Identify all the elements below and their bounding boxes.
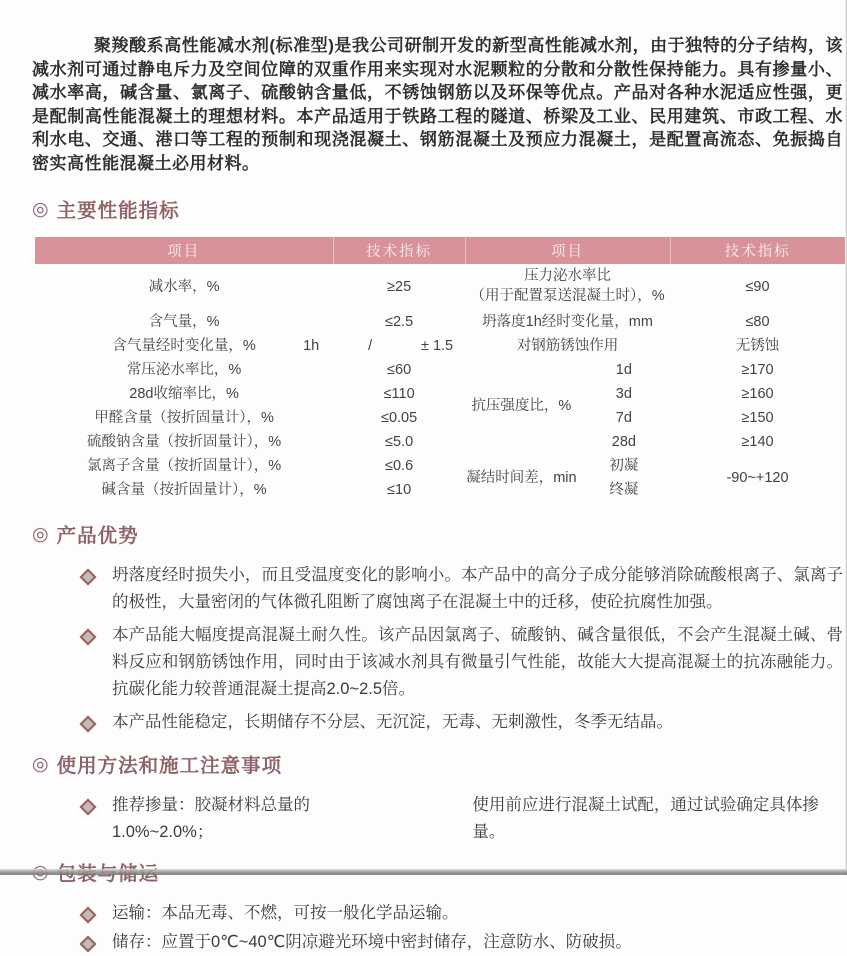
diamond-bullet-icon bbox=[80, 907, 97, 924]
intro-paragraph: 聚羧酸系高性能减水剂(标准型)是我公司研制开发的新型高性能减水剂，由于独特的分子结构，该减水剂可通过静电斥力及空间位障的双重作用来实现对水泥颗粒的分散和分散性保持能力。具有掺量小、减水率高，碱含量、氯离子、硫酸钠含量低，不锈蚀钢筋以及环保等优点。产品对各种水泥适应性强，更是配制高性能混凝土的理想材料。本产品适用于铁路工程的隧道、桥梁及工业、民用建筑、市政工程、水利水电、交通、港口等工程的预制和现浇混凝土、钢筋混凝土及预应力混凝土，是配置高流态、免振捣自密实高性能混凝土必用材料。 bbox=[32, 36, 843, 173]
diamond-bullet-icon bbox=[80, 936, 97, 953]
table-cell-item: 凝结时间差，min bbox=[466, 469, 577, 486]
table-cell-value: ≤90 bbox=[745, 278, 770, 295]
table-cell-value: -90~+120 bbox=[726, 469, 789, 486]
table-row bbox=[35, 358, 845, 382]
table-cell-value: ≤80 bbox=[745, 313, 770, 330]
list-item-text: 坍落度经时损失小，而且受温度变化的影响小。本产品中的高分子成分能够消除硫酸根离子、氯离子的极性，大量密闭的气体微孔阻断了腐蚀离子在混凝土中的迁移，使砼抗腐性加强。 bbox=[112, 566, 843, 611]
table-cell-age: 7d bbox=[615, 409, 632, 426]
table-cell-value bbox=[303, 334, 465, 358]
list-item-text: 运输：本品无毒、不燃，可按一般化学品运输。 bbox=[112, 904, 459, 922]
table-cell-value: ≤60 bbox=[387, 361, 412, 378]
table-cell-value: ≤2.5 bbox=[385, 313, 414, 330]
list-item bbox=[82, 709, 843, 736]
list-item-text: 储存：应置于0℃~40℃阴凉避光环境中密封储存，注意防水、防破损。 bbox=[112, 933, 632, 951]
list-item bbox=[82, 792, 843, 846]
diamond-bullet-icon bbox=[80, 716, 97, 733]
packaging-list bbox=[32, 900, 843, 956]
advantages-list bbox=[32, 562, 843, 736]
table-cell-item: 硫酸钠含量（按折固量计），% bbox=[86, 433, 282, 450]
table-cell-value: ≥170 bbox=[741, 361, 774, 378]
table-cell-age: 终凝 bbox=[609, 481, 639, 498]
table-cell-item: 碱含量（按折固量计），% bbox=[101, 481, 267, 498]
value-part: ± 1.5 bbox=[420, 337, 454, 354]
table-cell-age: 初凝 bbox=[609, 457, 639, 474]
list-item bbox=[82, 900, 843, 927]
list-item bbox=[82, 929, 843, 956]
table-cell-value: ≥140 bbox=[741, 433, 774, 450]
dosage-text: 推荐掺量：胶凝材料总量的1.0%~2.0%； bbox=[112, 796, 310, 841]
table-row bbox=[35, 406, 845, 430]
diamond-bullet-icon bbox=[80, 569, 97, 586]
bullseye-icon: ◎ bbox=[32, 198, 50, 220]
air-change-value bbox=[303, 337, 465, 355]
section-title-performance: 主要性能指标 bbox=[56, 200, 180, 222]
header-item-left: 项目 bbox=[35, 237, 333, 264]
table-cell-age: 28d bbox=[611, 433, 636, 450]
table-cell-item: 甲醛含量（按折固量计），% bbox=[94, 409, 274, 426]
table-cell-item: 减水率，% bbox=[148, 278, 220, 295]
header-indicator-right: 技术指标 bbox=[670, 237, 845, 264]
table-cell-item: 常压泌水率比，% bbox=[126, 361, 242, 378]
table-row bbox=[35, 382, 845, 406]
table-cell-value: ≥150 bbox=[741, 409, 774, 426]
table-cell-value: ≤10 bbox=[387, 481, 412, 498]
table-row bbox=[35, 454, 845, 478]
table-cell-value: 无锈蚀 bbox=[735, 337, 780, 354]
list-item-text: 本产品能大幅度提高混凝土耐久性。该产品因氯离子、硫酸钠、碱含量很低，不会产生混凝土碱、骨料反应和钢筋锈蚀作用，同时由于该减水剂具有微量引气性能，故能大大提高混凝土的抗冻融能力。抗碳化能力较普通混凝土提高2.0~2.5倍。 bbox=[112, 626, 843, 698]
section-title-usage: 使用方法和施工注意事项 bbox=[56, 755, 283, 777]
section-heading-usage bbox=[32, 750, 843, 778]
table-cell-value: ≤5.0 bbox=[385, 433, 414, 450]
section-title-advantages: 产品优势 bbox=[56, 525, 139, 547]
table-cell-item: 含气量，% bbox=[148, 313, 220, 330]
diamond-bullet-icon bbox=[80, 629, 97, 646]
list-item bbox=[82, 622, 843, 703]
trial-mix-text: 使用前应进行混凝土试配，通过试验确定具体掺量。 bbox=[472, 796, 819, 841]
table-row bbox=[35, 264, 845, 310]
table-cell-value: ≤0.6 bbox=[385, 457, 414, 474]
usage-list bbox=[32, 792, 843, 846]
section-heading-advantages bbox=[32, 520, 843, 548]
table-row bbox=[35, 334, 845, 358]
table-cell-age: 3d bbox=[615, 385, 632, 402]
list-item bbox=[82, 562, 843, 616]
table-row bbox=[35, 430, 845, 454]
table-cell-item bbox=[465, 264, 670, 310]
table-cell-item: 抗压强度比，% bbox=[471, 397, 572, 414]
scan-bottom-shadow bbox=[0, 869, 847, 875]
section-heading-performance bbox=[32, 195, 843, 223]
performance-table bbox=[35, 237, 845, 502]
list-item-text: 本产品性能稳定，长期储存不分层、无沉淀，无毒、无刺激性，冬季无结晶。 bbox=[112, 713, 673, 731]
bullseye-icon: ◎ bbox=[32, 523, 50, 545]
header-indicator-left: 技术指标 bbox=[333, 237, 465, 264]
table-cell-item: 坍落度1h经时变化量，mm bbox=[482, 313, 653, 330]
table-cell-item: 对钢筋锈蚀作用 bbox=[516, 337, 619, 354]
header-item-right: 项目 bbox=[465, 237, 670, 264]
value-part: / bbox=[368, 337, 373, 354]
list-item-text bbox=[112, 792, 843, 846]
table-row bbox=[35, 310, 845, 334]
table-cell-value: ≤0.05 bbox=[381, 409, 418, 426]
table-cell-item: 含气量经时变化量，% bbox=[112, 337, 256, 354]
table-cell-item: 28d收缩率比，% bbox=[129, 385, 239, 402]
bullseye-icon: ◎ bbox=[32, 753, 50, 775]
value-part: 1h bbox=[303, 337, 320, 354]
table-cell-value: ≥25 bbox=[387, 278, 412, 295]
table-cell-value: ≥160 bbox=[741, 385, 774, 402]
cell-line: （用于配置泵送混凝土时），% bbox=[470, 288, 665, 304]
table-header-row bbox=[35, 237, 845, 264]
table-cell-value: ≤110 bbox=[383, 385, 415, 402]
table-cell-item: 氯离子含量（按折固量计），% bbox=[86, 457, 282, 474]
table-cell-age: 1d bbox=[615, 361, 632, 378]
cell-line: 压力泌水率比 bbox=[524, 268, 612, 285]
diamond-bullet-icon bbox=[80, 799, 97, 816]
